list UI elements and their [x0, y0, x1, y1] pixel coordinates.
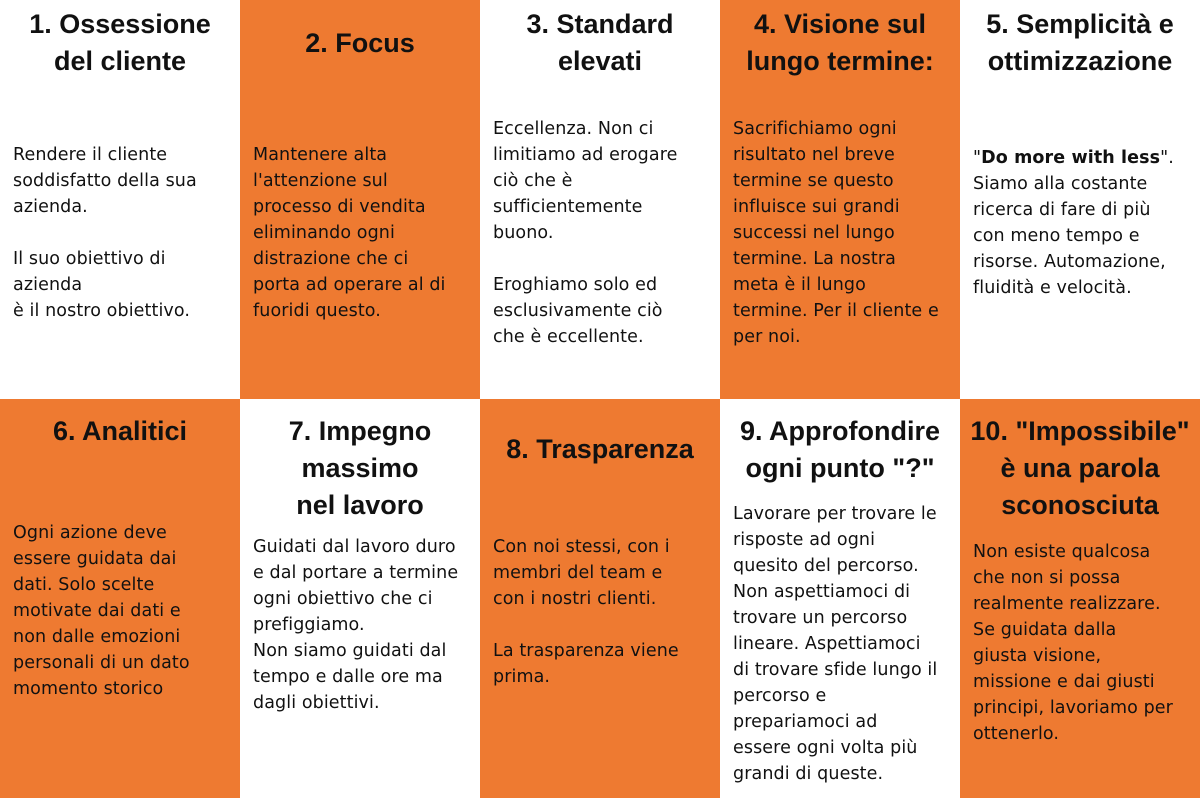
- card-5-simplicity: [960, 0, 1200, 399]
- card-5-body: Siamo alla costante ricerca di fare di più con meno tempo e risorse. Automazione, fluidità e velocità.: [973, 174, 1166, 298]
- card-3-title: 3. Standard elevati: [526, 9, 674, 76]
- card-7-commitment: [240, 399, 480, 798]
- card-5-lead-quote-open: ": [973, 148, 982, 168]
- card-8-transparency: [480, 399, 720, 798]
- card-2-title: 2. Focus: [305, 28, 415, 58]
- card-4-body: Sacrifichiamo ogni risultato nel breve termine se questo influisce sui grandi successi nel lungo termine. La nostra meta è il lungo termine. Per il cliente e per noi.: [733, 119, 939, 347]
- card-10-body: Non esiste qualcosa che non si possa realmente realizzare. Se guidata dalla giusta visione, missione e dai giusti principi, lavoriamo per ottenerlo.: [973, 542, 1173, 744]
- card-6-analytics: [0, 399, 240, 798]
- card-10-title: 10. "Impossibile" è una parola sconosciuta: [970, 416, 1190, 520]
- card-5-title: 5. Semplicità e ottimizzazione: [986, 9, 1174, 76]
- card-6-title: 6. Analitici: [52, 416, 188, 446]
- card-9-deep-dive: [720, 399, 960, 798]
- card-2-focus: [240, 0, 480, 399]
- card-7-body: Guidati dal lavoro duro e dal portare a termine ogni obiettivo che ci prefiggiamo. Non siamo guidati dal tempo e dalle ore ma dagli obiettivi.: [253, 537, 459, 713]
- card-4-title: 4. Visione sul lungo termine:: [746, 9, 934, 76]
- card-3-body: Eccellenza. Non ci limitiamo ad erogare ciò che è sufficientemente buono. Eroghiamo solo ed esclusivamente ciò che è eccellente.: [493, 119, 678, 347]
- card-1-body: Rendere il cliente soddisfatto della sua azienda. Il suo obiettivo di azienda è il nostro obiettivo.: [13, 145, 197, 321]
- card-1-customer-obsession: [0, 0, 240, 399]
- card-2-body: Mantenere alta l'attenzione sul processo di vendita eliminando ogni distrazione che ci porta ad operare al di fuoridi questo.: [253, 145, 446, 321]
- card-8-body: Con noi stessi, con i membri del team e con i nostri clienti. La trasparenza viene prima.: [493, 537, 679, 687]
- card-9-title: 9. Approfondire ogni punto "?": [740, 416, 940, 483]
- card-10-impossible: [960, 399, 1200, 798]
- card-5-lead-quote-close: ".: [1160, 148, 1174, 168]
- card-4-long-term-vision: [720, 0, 960, 399]
- card-6-body: Ogni azione deve essere guidata dai dati. Solo scelte motivate dai dati e non dalle emozioni personali di un dato momento storico: [13, 523, 190, 699]
- card-5-body-wrapper: [973, 119, 1194, 327]
- card-7-title: 7. Impegno massimo nel lavoro: [288, 416, 432, 520]
- card-5-lead-text: Do more with less: [981, 148, 1161, 168]
- card-1-title: 1. Ossessione del cliente: [29, 9, 211, 76]
- card-8-title: 8. Trasparenza: [506, 434, 694, 464]
- card-3-high-standards: [480, 0, 720, 399]
- card-9-body: Lavorare per trovare le risposte ad ogni quesito del percorso. Non aspettiamoci di trovare un percorso lineare. Aspettiamoci di trovare sfide lungo il percorso e prepariamoci ad essere ogni volta più grandi di queste.: [733, 504, 938, 784]
